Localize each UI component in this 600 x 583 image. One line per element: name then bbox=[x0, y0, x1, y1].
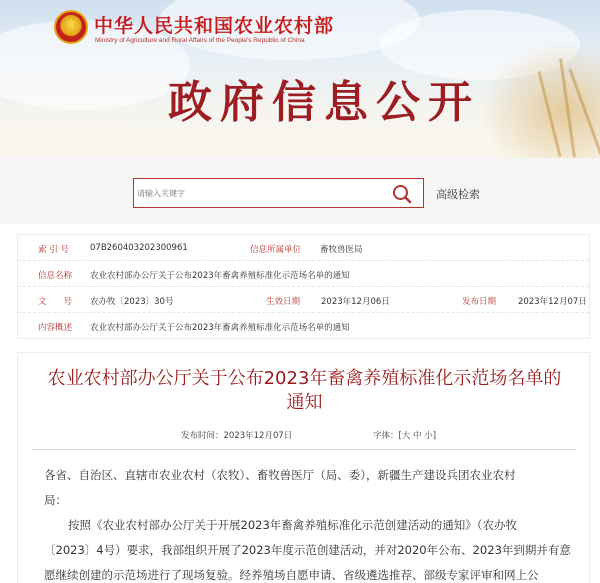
ministry-name-en: Ministry of Agriculture and Rural Affairs of the People's Republic of China bbox=[95, 37, 305, 44]
font-size-switcher[interactable]: 字体：[大 中 小] bbox=[373, 431, 437, 441]
org-value: 畜牧兽医局 bbox=[320, 245, 363, 255]
doc-number-label: 文 号 bbox=[38, 297, 73, 307]
header-banner bbox=[0, 0, 600, 158]
index-number-label: 索 引 号 bbox=[38, 245, 69, 255]
meta-row bbox=[18, 261, 589, 287]
article-title bbox=[38, 367, 571, 415]
paragraph-line: 各省、自治区、直辖市农业农村（农牧）、畜牧兽医厅（局、委），新疆生产建设兵团农业农村 bbox=[44, 468, 516, 482]
paragraph-line: 〔2023〕4号）要求，我部组织开展了2023年度示范创建活动，并对2020年公布、2023年到期并有意 bbox=[44, 543, 571, 557]
index-number-value: 07B260403202300961 bbox=[90, 243, 188, 253]
info-name-value: 农业农村部办公厅关于公布2023年畜禽养殖标准化示范场名单的通知 bbox=[90, 271, 350, 281]
divider bbox=[32, 449, 577, 450]
effective-date-label: 生效日期 bbox=[266, 297, 301, 307]
meta-row bbox=[18, 313, 589, 339]
article-title-line: 通知 bbox=[286, 392, 323, 413]
summary-label: 内容概述 bbox=[38, 323, 73, 333]
search-input[interactable] bbox=[134, 179, 384, 207]
paragraph-line: 愿继续创建的示范场进行了现场复验。经养殖场自愿申请、省级遴选推荐、部级专家评审和网上公 bbox=[44, 568, 539, 582]
org-label: 信息所属单位 bbox=[250, 245, 302, 255]
publish-time: 发布时间：2023年12月07日 bbox=[181, 431, 293, 441]
paragraph-line: 局： bbox=[44, 493, 67, 507]
meta-row bbox=[18, 235, 589, 261]
info-meta-table bbox=[17, 234, 590, 339]
search-icon bbox=[391, 183, 413, 205]
banner-title: 政府信息公开 bbox=[168, 77, 480, 128]
search-bar bbox=[0, 158, 600, 224]
search-button[interactable] bbox=[391, 183, 413, 205]
advanced-search-link[interactable]: 高级检索 bbox=[436, 188, 480, 201]
meta-row bbox=[18, 287, 589, 313]
publish-date-value: 2023年12月07日 bbox=[518, 297, 587, 307]
national-emblem-icon bbox=[54, 10, 88, 44]
effective-date-value: 2023年12月06日 bbox=[321, 297, 390, 307]
article-title-line: 农业农村部办公厅关于公布2023年畜禽养殖标准化示范场名单的 bbox=[47, 368, 562, 389]
publish-date-label: 发布日期 bbox=[462, 297, 497, 307]
search-box bbox=[133, 178, 424, 208]
article-body bbox=[17, 352, 590, 583]
summary-value: 农业农村部办公厅关于公布2023年畜禽养殖标准化示范场名单的通知 bbox=[90, 323, 350, 333]
paragraph-line: 按照《农业农村部办公厅关于开展2023年畜禽养殖标准化示范创建活动的通知》（农办牧 bbox=[68, 518, 518, 532]
info-name-label: 信息名称 bbox=[38, 271, 73, 281]
ministry-name-cn[interactable]: 中华人民共和国农业农村部 bbox=[94, 15, 335, 37]
doc-number-value: 农办牧〔2023〕30号 bbox=[90, 297, 174, 307]
